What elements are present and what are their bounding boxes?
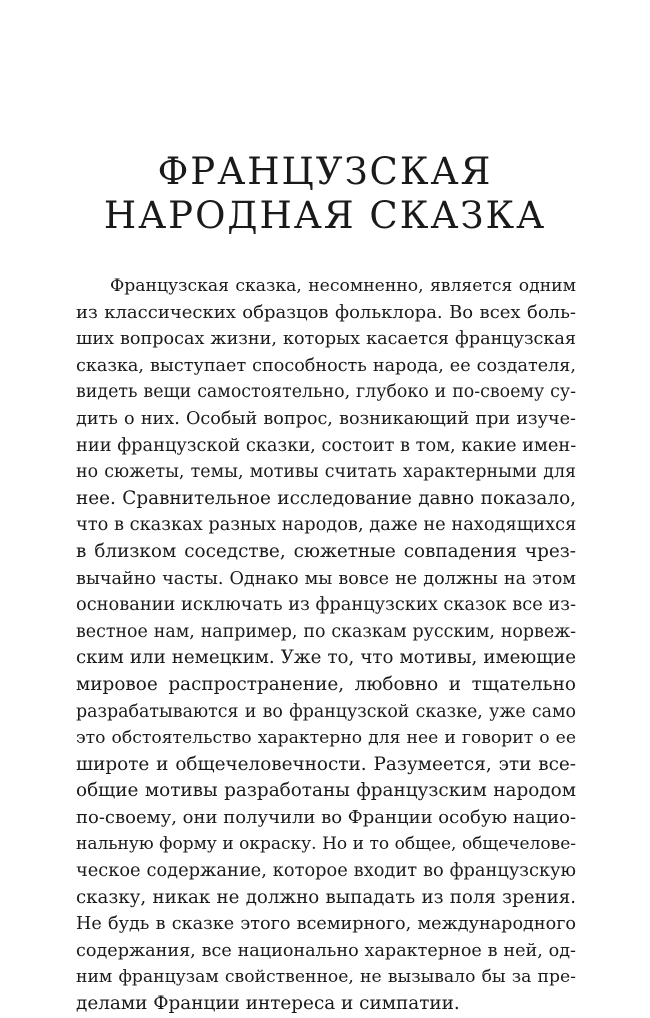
text-line: основании исключать из французских сказок все из- xyxy=(76,594,576,616)
text-line: ческое содержание, которое входит во французскую xyxy=(76,860,576,882)
chapter-title-line-2: НАРОДНАЯ СКАЗКА xyxy=(103,194,547,237)
text-line: сказку, никак не должно выпадать из поля зрения. xyxy=(76,886,576,908)
text-line: нальную форму и окраску. Но и то общее, общечелове- xyxy=(76,834,576,855)
text-line: видеть вещи самостоятельно, глубоко и по-своему су- xyxy=(76,382,576,403)
text-line: из классических образцов фольклора. Во всех боль- xyxy=(76,301,576,323)
text-line: мировое распространение, любовно и тщательно xyxy=(76,673,576,695)
text-line: нии французской сказки, состоит в том, какие имен- xyxy=(76,434,577,456)
text-line: ним французам свойственное, не вызывало бы за пре- xyxy=(76,967,576,988)
text-line: широте и общечеловечности. Разумеется, эти все- xyxy=(76,753,576,775)
body-paragraph xyxy=(76,273,576,1018)
text-line: ших вопросах жизни, которых касается французская xyxy=(76,329,576,350)
text-line: вычайно часты. Однако мы вовсе не должны на этом xyxy=(76,568,576,589)
text-line: разрабатываются и во французской сказке, уже само xyxy=(76,701,576,722)
text-line: что в сказках разных народов, даже не находящихся xyxy=(76,514,577,536)
text-line: вестное нам, например, по сказкам русским, норвеж- xyxy=(76,621,576,642)
text-line: Не будь в сказке этого всемирного, международного xyxy=(76,914,576,935)
text-line: делами Франции интереса и симпатии. xyxy=(76,993,460,1015)
text-line: содержания, все национально характерное в ней, од- xyxy=(76,940,576,961)
text-line: сказка, выступает способность народа, ее создателя, xyxy=(76,355,576,376)
text-line: нее. Сравнительное исследование давно показало, xyxy=(76,487,576,509)
text-line: дить о них. Особый вопрос, возникающий при изуче- xyxy=(76,408,576,429)
text-line: но сюжеты, темы, мотивы считать характерными для xyxy=(76,462,576,483)
text-line: общие мотивы разработаны французским народом xyxy=(76,780,576,802)
text-line: это обстоятельство характерно для нее и говорит о ее xyxy=(76,728,576,749)
text-line: в близком соседстве, сюжетные совпадения чрез- xyxy=(76,540,576,562)
text-line: по-своему, они получили во Франции особую нацио- xyxy=(76,806,577,828)
text-line: Французская сказка, несомненно, является одним xyxy=(110,276,576,296)
chapter-title xyxy=(0,150,650,238)
text-line: ским или немецким. Уже то, что мотивы, имеющие xyxy=(76,647,576,669)
chapter-title-line-1: ФРАНЦУЗСКАЯ xyxy=(157,150,493,193)
